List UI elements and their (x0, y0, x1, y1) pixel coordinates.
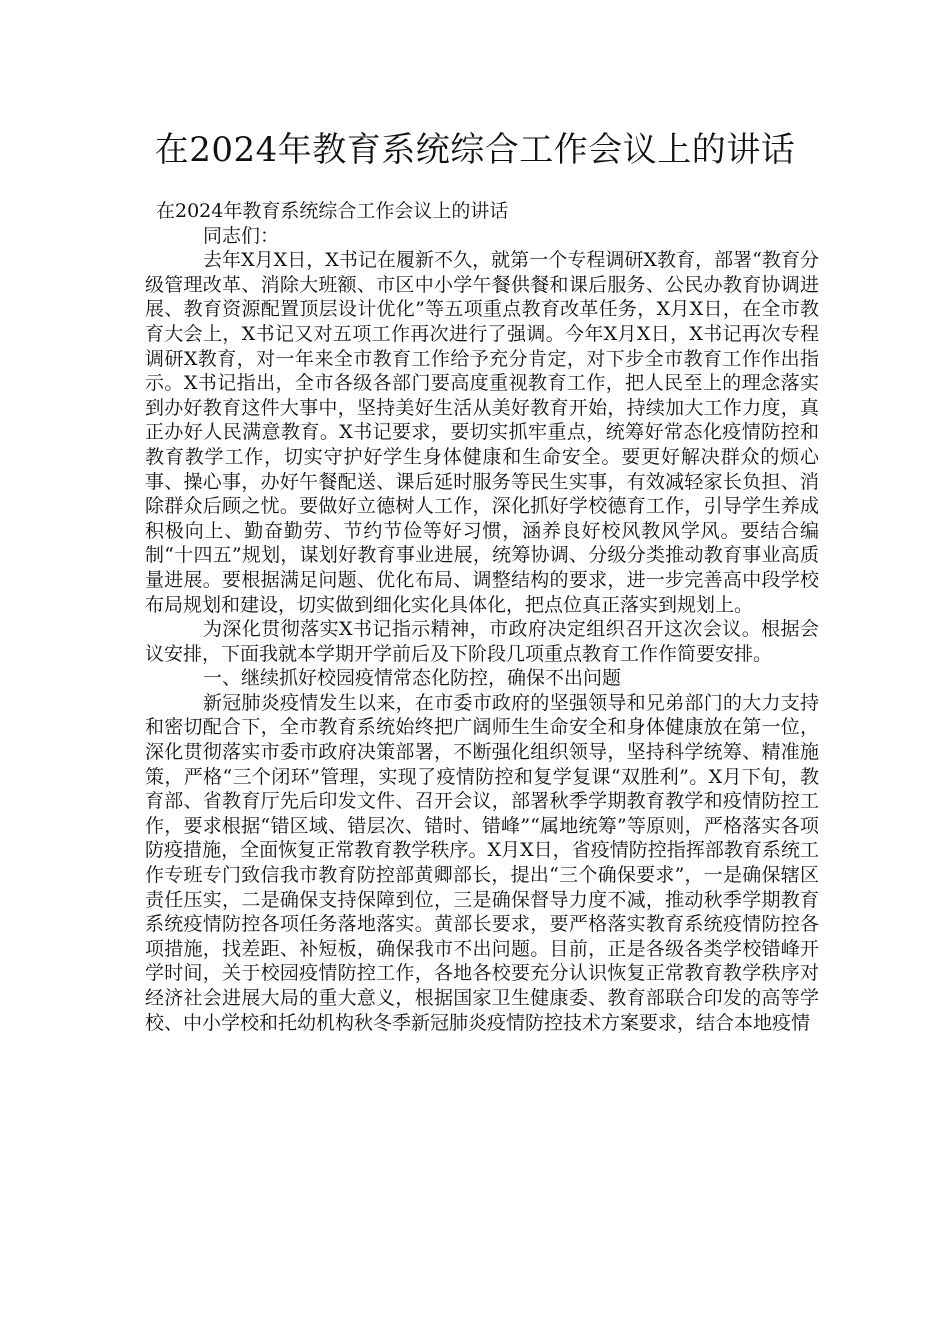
section-heading-1: 一、继续抓好校园疫情常态化防控，确保不出问题 (203, 667, 622, 690)
document-title: 在2024年教育系统综合工作会议上的讲话 (154, 130, 796, 170)
paragraph-intro: 去年X月X日，X书记在履新不久，就第一个专程调研X教育，部署“教育分级管理改革、消除大班额、市区中小学午餐供餐和课后服务、公民办教育协调进展、教育资源配置顶层设计优化”等五项重点教育改革任务，X月X日，在全市教育大会上，X书记又对五项工作再次进行了强调。今年X月X日，X书记再次专程调研X教育，对一年来全市教育工作给予充分肯定，对下步全市教育工作作出指示。X书记指出，全市各级各部门要高度重视教育工作，把人民至上的理念落实到办好教育这件大事中，坚持美好生活从美好教育开始，持续加大工作力度，真正办好人民满意教育。X书记要求，要切实抓牢重点，统筹好常态化疫情防控和教育教学工作，切实守护好学生身体健康和生命安全。要更好解决群众的烦心事、操心事，办好午餐配送、课后延时服务等民生实事，有效减轻家长负担、消除群众后顾之忧。要做好立德树人工作，深化抓好学校德育工作，引导学生养成积极向上、勤奋勤劳、节约节俭等好习惯，涵养良好校风教风学风。要结合编制“十四五”规划，谋划好教育事业进展，统筹协调、分级分类推动教育事业高质量进展。要根据满足问题、优化布局、调整结构的要求，进一步完善高中段学校布局规划和建设，切实做到细化实化具体化，把点位真正落实到规划上。 (145, 249, 819, 616)
document-body (145, 199, 819, 1035)
document-subtitle: 在2024年教育系统综合工作会议上的讲话 (156, 200, 509, 222)
paragraph-meeting-purpose: 为深化贯彻落实X书记指示精神，市政府决定组织召开这次会议。根据会议安排，下面我就本学期开学前后及下阶段几项重点教育工作作简要安排。 (145, 618, 819, 665)
section-1-paragraph: 新冠肺炎疫情发生以来，在市委市政府的坚强领导和兄弟部门的大力支持和密切配合下，全市教育系统始终把广阔师生生命安全和身体健康放在第一位，深化贯彻落实市委市政府决策部署，不断强化组织领导，坚持科学统筹、精准施策，严格“三个闭环”管理，实现了疫情防控和复学复课“双胜利”。X月下旬，教育部、省教育厅先后印发文件、召开会议，部署秋季学期教育教学和疫情防控工作，要求根据“错区域、错层次、错时、错峰”“属地统筹”等原则，严格落实各项防疫措施，全面恢复正常教育教学秩序。X月X日，省疫情防控指挥部教育系统工作专班专门致信我市教育防控部黄卿部长，提出“三个确保要求”，一是确保辖区责任压实，二是确保支持保障到位，三是确保督导力度不减，推动秋季学期教育系统疫情防控各项任务落地落实。黄部长要求，要严格落实教育系统疫情防控各项措施，找差距、补短板，确保我市不出问题。目前，正是各级各类学校错峰开学时间，关于校园疫情防控工作，各地各校要充分认识恢复正常教育教学秩序对经济社会进展大局的重大意义，根据国家卫生健康委、教育部联合印发的高等学校、中小学校和托幼机构秋冬季新冠肺炎疫情防控技术方案要求，结合本地疫情 (145, 691, 819, 1034)
greeting: 同志们： (203, 224, 280, 247)
